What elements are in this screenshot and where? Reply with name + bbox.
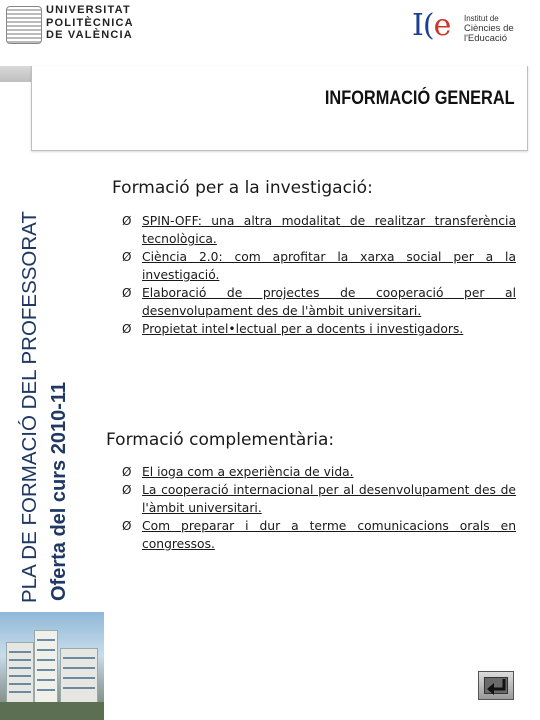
course-link-spin-off[interactable]: SPIN-OFF: una altra modalitat de realitzar transferència tecnològica.: [142, 214, 516, 246]
ground: [0, 702, 104, 720]
return-button[interactable]: [478, 671, 514, 700]
page-title: INFORMACIÓ GENERAL: [325, 88, 515, 109]
list-item: [122, 284, 516, 320]
list-item: [122, 320, 516, 338]
upv-logo-text: [46, 4, 134, 42]
list-item: [122, 212, 516, 248]
ice-logo: [412, 10, 540, 46]
ice-logo-line: Institut de: [464, 14, 499, 23]
list-item: [122, 248, 516, 284]
building-shape: [60, 648, 98, 704]
list-item: [122, 463, 516, 481]
course-link-projectes-cooperacio[interactable]: Elaboració de projectes de cooperació per al desenvolupament des de l'àmbit universitari.: [142, 286, 516, 318]
complementary-course-list: [122, 463, 516, 553]
course-link-comunicacions-orals[interactable]: Com preparar i dur a terme comunicacions orals en congressos.: [142, 519, 516, 551]
research-course-list: [122, 212, 516, 338]
ice-logo-line: Ciències de: [464, 23, 514, 34]
sidebar-title-line1: PLA DE FORMACIÓ DEL PROFESSORAT: [18, 211, 41, 603]
bullet-arrow-icon: Ø: [122, 286, 132, 300]
course-link-ciencia-2-0[interactable]: Ciència 2.0: com aprofitar la xarxa social per a la investigació.: [142, 250, 516, 282]
section-heading-complementary: Formació complementària:: [106, 430, 335, 450]
bullet-arrow-icon: Ø: [122, 322, 132, 336]
bullet-arrow-icon: Ø: [122, 519, 132, 533]
list-item: [122, 481, 516, 517]
campus-building-photo: [0, 612, 104, 720]
title-box: [31, 66, 528, 151]
sidebar-title-line2: Oferta del curs 2010-11: [48, 381, 70, 601]
section-heading-research: Formació per a la investigació:: [112, 178, 373, 198]
bullet-arrow-icon: Ø: [122, 214, 132, 228]
ice-logo-line: l'Educació: [464, 33, 508, 44]
list-item: [122, 517, 516, 553]
upv-logo-line: DE VALÈNCIA: [46, 29, 133, 41]
upv-logo: [6, 4, 136, 46]
upv-logo-line: POLITÈCNICA: [46, 16, 134, 29]
sidebar-title: [18, 185, 108, 605]
ice-logo-text: [464, 14, 514, 44]
upv-emblem-icon: [6, 6, 42, 44]
bullet-arrow-icon: Ø: [122, 483, 132, 497]
building-shape: [6, 642, 34, 704]
course-link-propietat-intellectual[interactable]: Propietat intel•lectual per a docents i investigadors.: [142, 322, 464, 336]
building-shape: [34, 630, 58, 704]
bullet-arrow-icon: Ø: [122, 250, 132, 264]
course-link-ioga[interactable]: El ioga com a experiència de vida.: [142, 465, 354, 479]
return-arrow-icon: [484, 675, 510, 697]
upv-logo-line: UNIVERSITAT: [46, 4, 131, 16]
bullet-arrow-icon: Ø: [122, 465, 132, 479]
course-link-cooperacio-internacional[interactable]: La cooperació internacional per al desenvolupament des de l'àmbit universitari.: [142, 483, 516, 515]
ice-logo-mark: I(e: [412, 8, 451, 43]
